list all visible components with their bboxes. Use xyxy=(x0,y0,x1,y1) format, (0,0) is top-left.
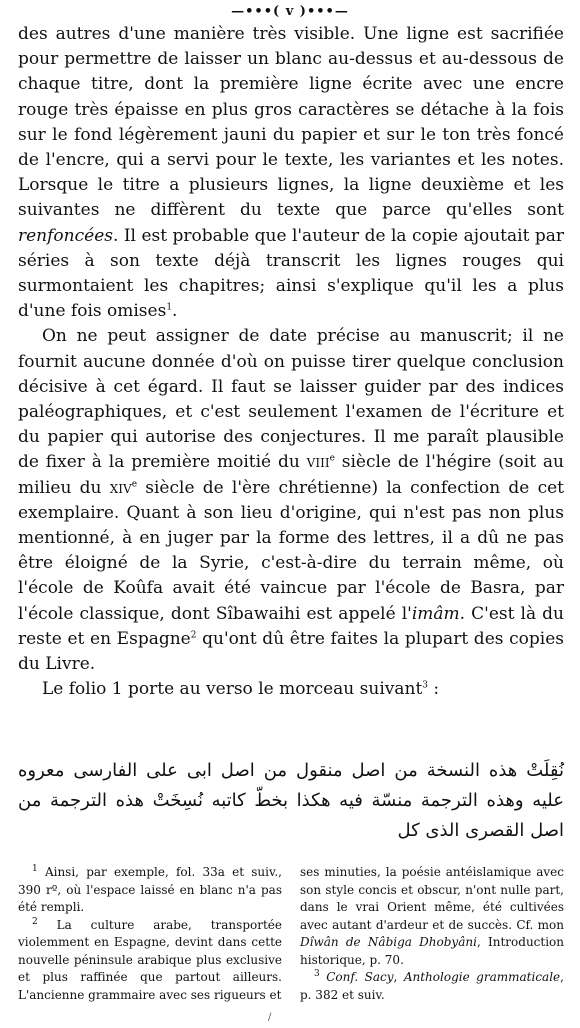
footnote-2-number: 2 xyxy=(32,916,38,927)
paragraph-1-text: des autres d'une manière très visible. Une ligne est sacrifiée pour permettre de laisser un blanc au-dessus et au-dessous de chaque titre, dont la première ligne écrite avec une encre rouge très épaisse en plus gros caractères se détache à la fois sur le fond légèrement jauni du papier et sur le ton très foncé de l'encre, qui a servi pour le texte, les variantes et les notes. Lorsque le titre a plusieurs lignes, la ligne deuxième et les suivantes ne diffèrent du texte que parce qu'elles sont xyxy=(18,24,564,221)
footnote-1-number: 1 xyxy=(32,864,38,874)
footnote-ref-2[interactable]: 2 xyxy=(190,630,197,641)
footnote-1 xyxy=(18,864,282,917)
italic-term-renfoncees: renfoncées xyxy=(18,225,113,246)
paragraph-2-text-d: . C'est là du reste et en Espagne xyxy=(18,603,564,649)
footnote-3-author: Conf. Sacy xyxy=(326,970,394,984)
paragraph-3-text: Le folio 1 porte au verso le morceau suivant xyxy=(42,679,423,700)
footnote-3-end: , p. 382 et suiv. xyxy=(300,970,564,1002)
century-8: viii xyxy=(306,452,330,473)
footnote-3-sep: , xyxy=(393,970,404,984)
footnote-2-continued xyxy=(300,864,564,969)
arabic-quotation: نُقِلَتْ هذه النسخة من اصل منقول من اصل ابى على الفارسى معروه عليه وهذه الترجمة منسّة فيه هكذا بخطّ كاتبه نُسِخَتْ هذه الترجمة من اصل القصرى الذى كل xyxy=(18,760,564,841)
century-14: xiv xyxy=(109,477,132,498)
paragraph-2-text-a: On ne peut assigner de date précise au manuscrit; il ne fournit aucune donnée d'où on puisse tirer quelque conclusion décisive à cet égard. Il faut se laisser guider par des indices paléographiques, et c'est seulement l'examen de l'écriture et du papier qui autorise des conjectures. Il me paraît plausible de fixer à la première moitié du xyxy=(18,326,564,473)
paragraph-1-text-end: . Il est probable que l'auteur de la copie ajoutait par séries à son texte déjà transcrit les lignes rouges qui surmontaient les chapitres; ainsi s'explique qu'il les a plus d'une fois omises xyxy=(18,225,564,322)
paragraph-1-final: . xyxy=(172,301,178,322)
footnote-ref-1[interactable]: 1 xyxy=(166,302,173,313)
footnote-3-number: 3 xyxy=(314,969,320,979)
footnote-3-title: Anthologie grammaticale xyxy=(403,970,561,984)
footnote-2-book-title: Dîwân de Nâbiga Dhobyâni xyxy=(300,935,477,949)
italic-term-imam: imâm xyxy=(411,603,460,624)
century-14-sup: e xyxy=(131,479,138,489)
century-8-sup: e xyxy=(329,453,335,464)
paragraph-1 xyxy=(18,22,564,324)
paragraph-2 xyxy=(18,324,564,677)
page-header: —•••( v )•••— xyxy=(231,4,349,19)
footnote-2-text: La culture arabe, transportée violemment en Espagne, devint dans cette nouvelle péninsule arabique plus exclusive et plus raffinée que partout ailleurs. L'ancienne grammaire avec ses rigueurs et xyxy=(18,917,282,1002)
paragraph-3-end: : xyxy=(428,679,440,700)
footnotes-right-column xyxy=(300,864,564,1004)
footnote-2-cont-end: , Introduction historique, p. 70. xyxy=(300,935,565,967)
footnotes-left-column xyxy=(18,864,282,1004)
paragraph-2-text-e: qu'ont dû être faites la plupart des copies du Livre. xyxy=(18,628,564,675)
paragraph-2-text-b: siècle de l'hégire (soit au milieu du xyxy=(18,452,564,498)
footnote-2-cont-text: ses minuties, la poésie antéislamique avec son style concis et obscur, n'ont nulle part, dans le vrai Orient même, été cultivées avec autant d'ardeur et de succès. Cf. mon xyxy=(300,865,564,932)
main-text xyxy=(18,22,564,702)
paragraph-3 xyxy=(18,677,564,702)
page-bottom-mark: / xyxy=(268,1012,272,1023)
footnote-3 xyxy=(300,969,564,1004)
footnote-1-text: Ainsi, par exemple, fol. 33a et suiv., 390 rº, où l'espace laissé en blanc n'a pas été rempli. xyxy=(18,865,282,914)
footnote-2 xyxy=(18,917,282,1005)
footnote-ref-3[interactable]: 3 xyxy=(422,680,429,691)
paragraph-2-text-c: siècle de l'ère chrétienne) la confection de cet exemplaire. Quant à son lieu d'origine, qui n'est pas non plus mentionné, à en juger par la forme des lettres, il a dû ne pas être éloigné de la Syrie, c'est-à-dire du terrain même, où l'école de Koûfa avait été vaincue par l'école de Basra, par l'école classique, dont Sîbawaihi est appelé l' xyxy=(18,477,564,624)
footnotes xyxy=(18,864,564,1004)
